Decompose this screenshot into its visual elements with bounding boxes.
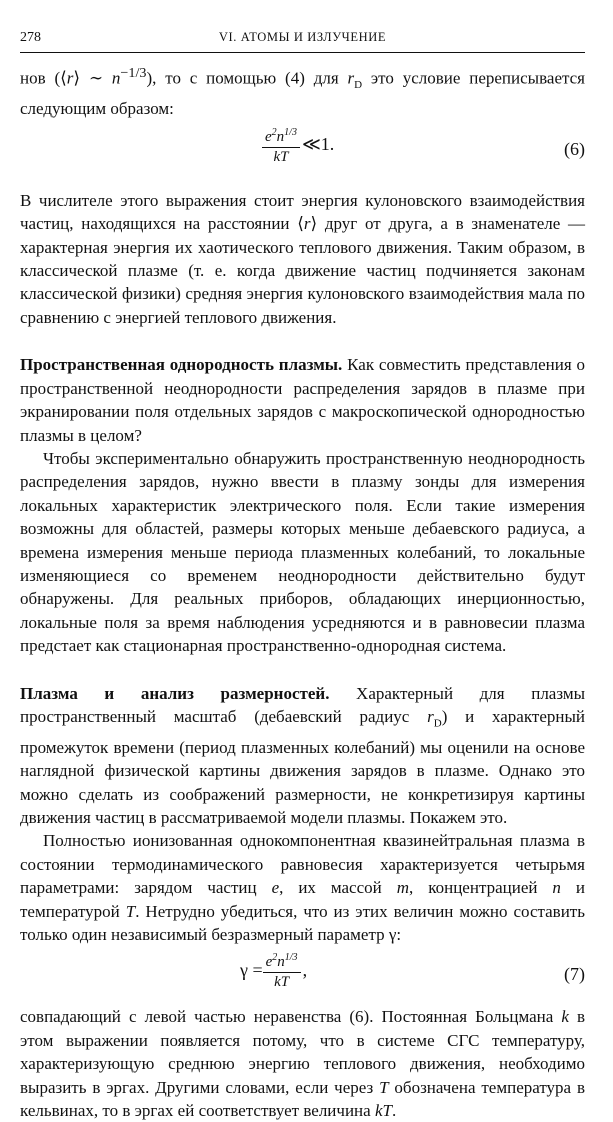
formula-6-fraction <box>262 124 300 166</box>
formula-7-expression: γ = $\frac{e^2n^{1/3}}{kT}$ , <box>238 949 307 991</box>
paragraph-7: совпадающий с левой частью неравенства (6). Постоянная Больцмана k в этом выражении появляется потому, что в системе СГС температуру, характеризующую среднюю энергию теплового движения, необходимо выразить в эргах. Другими словами, если через T обозначена температура в кельвинах, то в эргах ей соответствует величина kT. <box>20 1007 585 1121</box>
formula-7-numerator: $e^2n^{1/3}$ <box>263 949 301 973</box>
paragraph-1: нов (⟨r⟩ ∼ $n^{-1/3}$), то с помощью (4) для $r_D$ это условие переписывается следующим образом: <box>20 65 585 119</box>
paragraph-4: Чтобы экспериментально обнаружить пространственную неоднородность распределения зарядов, нужно ввести в плазму зонды для измерения локальных характеристик электрического поля. Если такие измерения возможны для областей, размеры которых меньше дебаевского радиуса, а времена измерения меньше периода плазменных колебаний, то локальные изменяющиеся со временем неоднородности действительно будут обнаружены. Для реальных приборов, обладающих инерционностью, локальные поля за время наблюдения усредняются и в равновесии плазма предстает как стационарная пространственно-однородная система. <box>20 448 585 656</box>
equation-number-7: (7) <box>564 964 585 985</box>
formula-7 <box>20 949 585 1001</box>
section-heading-homogeneity: Пространственная однородность плазмы. <box>20 355 343 375</box>
paragraph-2: В числителе этого выражения стоит энергия кулоновского взаимодействия частиц, находящихся на расстоянии ⟨r⟩ друг от друга, а в знаменателе — характерная энергия их хаотического теплового движения. Таким образом, в классической плазме (т. е. когда движение частиц подчиняется законам классической физики) средняя энергия кулоновского взаимодействия мала по сравнению с энергией теплового движения. <box>20 190 585 327</box>
section-dimensional-analysis: Плазма и анализ размерностей. Характерный для плазмы пространственный масштаб (дебаевский радиус $r_D$) и характерный промежуток времени (период плазменных колебаний) мы оценили на основе наглядной физической картины движения зарядов в плазме. Однако это можно сделать из соображений размерности, не конкретизируя картины движения частиц в рассматриваемой модели плазмы. Покажем это. <box>20 683 586 827</box>
page-number: 278 <box>20 30 41 45</box>
formula-6 <box>20 124 585 176</box>
formula-6-denominator: kT <box>273 148 289 165</box>
page-header <box>20 30 585 53</box>
equation-number-6: (6) <box>564 138 585 159</box>
section-spatial-homogeneity: Пространственная однородность плазмы. Как совместить представления о пространственной неоднородности распределения зарядов в плазме при экранировании поля отдельных зарядов с макроскопической однородностью плазмы в целом? <box>20 355 586 445</box>
formula-6-expression: $\frac{e^2n^{1/3}}{kT}$ ≪1. <box>262 124 334 166</box>
section-heading-dimensions: Плазма и анализ размерностей. <box>20 683 330 703</box>
paragraph-6: Полностью ионизованная однокомпонентная квазинейтральная плазма в состоянии термодинамического равновесия характеризуется четырьмя параметрами: зарядом частиц e, их массой m, концентрацией n и температурой T. Нетрудно убедиться, что из этих величин можно составить только один независимый безразмерный параметр γ: <box>20 831 585 945</box>
body-text <box>20 62 585 1122</box>
formula-7-fraction <box>263 949 301 991</box>
formula-7-denominator: kT <box>274 974 290 991</box>
formula-6-numerator: $e^2n^{1/3}$ <box>262 124 300 148</box>
running-title: VI. АТОМЫ И ИЗЛУЧЕНИЕ <box>218 30 387 44</box>
